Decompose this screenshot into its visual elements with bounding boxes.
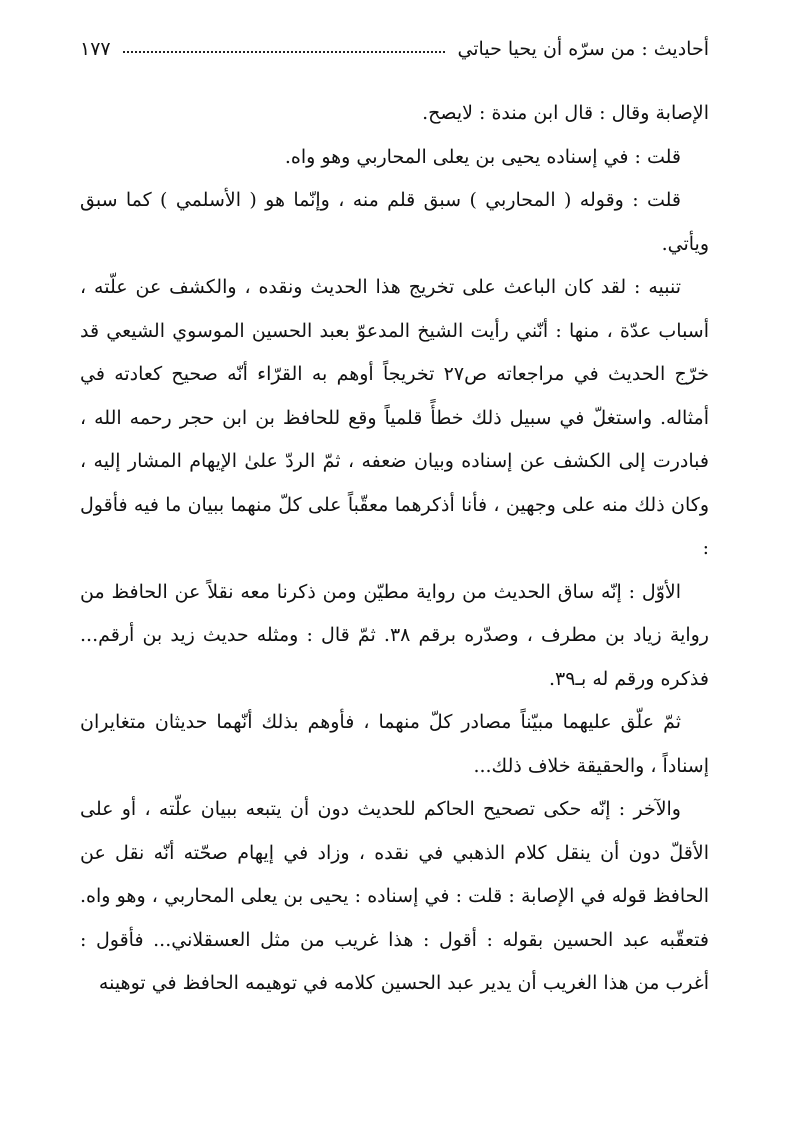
paragraph-isaba-continuation: الإصابة وقال : قال ابن مندة : لايصح. bbox=[422, 102, 709, 124]
paragraph-second-point: والآخر : إنّه حكى تصحيح الحاكم للحديث دون أن يتبعه ببيان علّته ، أو على الأقلّ دون أن ينقل كلام الذهبي في نقده ، وزاد في إيهام صحّته أنّه نقل عن الحافظ قوله في الإصابة : قلت : في إسناده : يحيى بن يعلى المحاربي ، وهو واه. فتعقّبه عبد الحسين بقوله : أقول : هذا غريب من مثل العسقلاني... فأقول : أغرب من هذا الغريب أن يدير عبد الحسين كلامه في توهيمه الحافظ في توهينه bbox=[80, 798, 709, 994]
paragraph-qultu-isnad: قلت : في إسناده يحيى بن يعلى المحاربي وهو واه. bbox=[284, 145, 681, 168]
paragraph-tumma-allaqa: ثمّ علّق عليهما مبيّناً مصادر كلّ منهما ، فأوهم بذلك أنّهما حديثان متغايران إسناداً ، والحقيقة خلاف ذلك... bbox=[80, 711, 709, 777]
header-title: أحاديث : من سرّه أن يحيا حياتي bbox=[457, 38, 709, 60]
body-text bbox=[80, 92, 709, 1006]
page-number: ١٧٧ bbox=[80, 38, 111, 60]
running-header bbox=[80, 34, 709, 64]
header-dot-leader bbox=[123, 51, 446, 53]
paragraph-first-point: الأوّل : إنّه ساق الحديث من رواية مطيّن ومن ذكرنا معه نقلاً عن الحافظ من رواية زياد بن مطرف ، وصدّره برقم ٣٨. ثمّ قال : ومثله حديث زيد بن أرقم... فذكره ورقم له بـ٣٩. bbox=[80, 580, 709, 690]
paragraph-qultu-qawluhu: قلت : وقوله ( المحاربي ) سبق قلم منه ، وإنّما هو ( الأسلمي ) كما سبق ويأتي. bbox=[80, 189, 709, 255]
paragraph-tanbih: تنبيه : لقد كان الباعث على تخريج هذا الحديث ونقده ، والكشف عن علّته ، أسباب عدّة ، منها : أنّني رأيت الشيخ المدعوّ بعبد الحسين الموسوي الشيعي قد خرّج الحديث في مراجعاته ص٢٧ تخريجاً أوهم به القرّاء أنّه صحيح كعادته في أمثاله. واستغلّ في سبيل ذلك خطأً قلمياً وقع للحافظ بن ابن حجر رحمه الله ، فبادرت إلى الكشف عن إسناده وبيان ضعفه ، ثمّ الردّ علىٰ الإيهام المشار إليه ، وكان ذلك منه على وجهين ، فأنا أذكرهما معقّباً على كلّ منهما ببيان ما فيه فأقول : bbox=[80, 276, 709, 559]
